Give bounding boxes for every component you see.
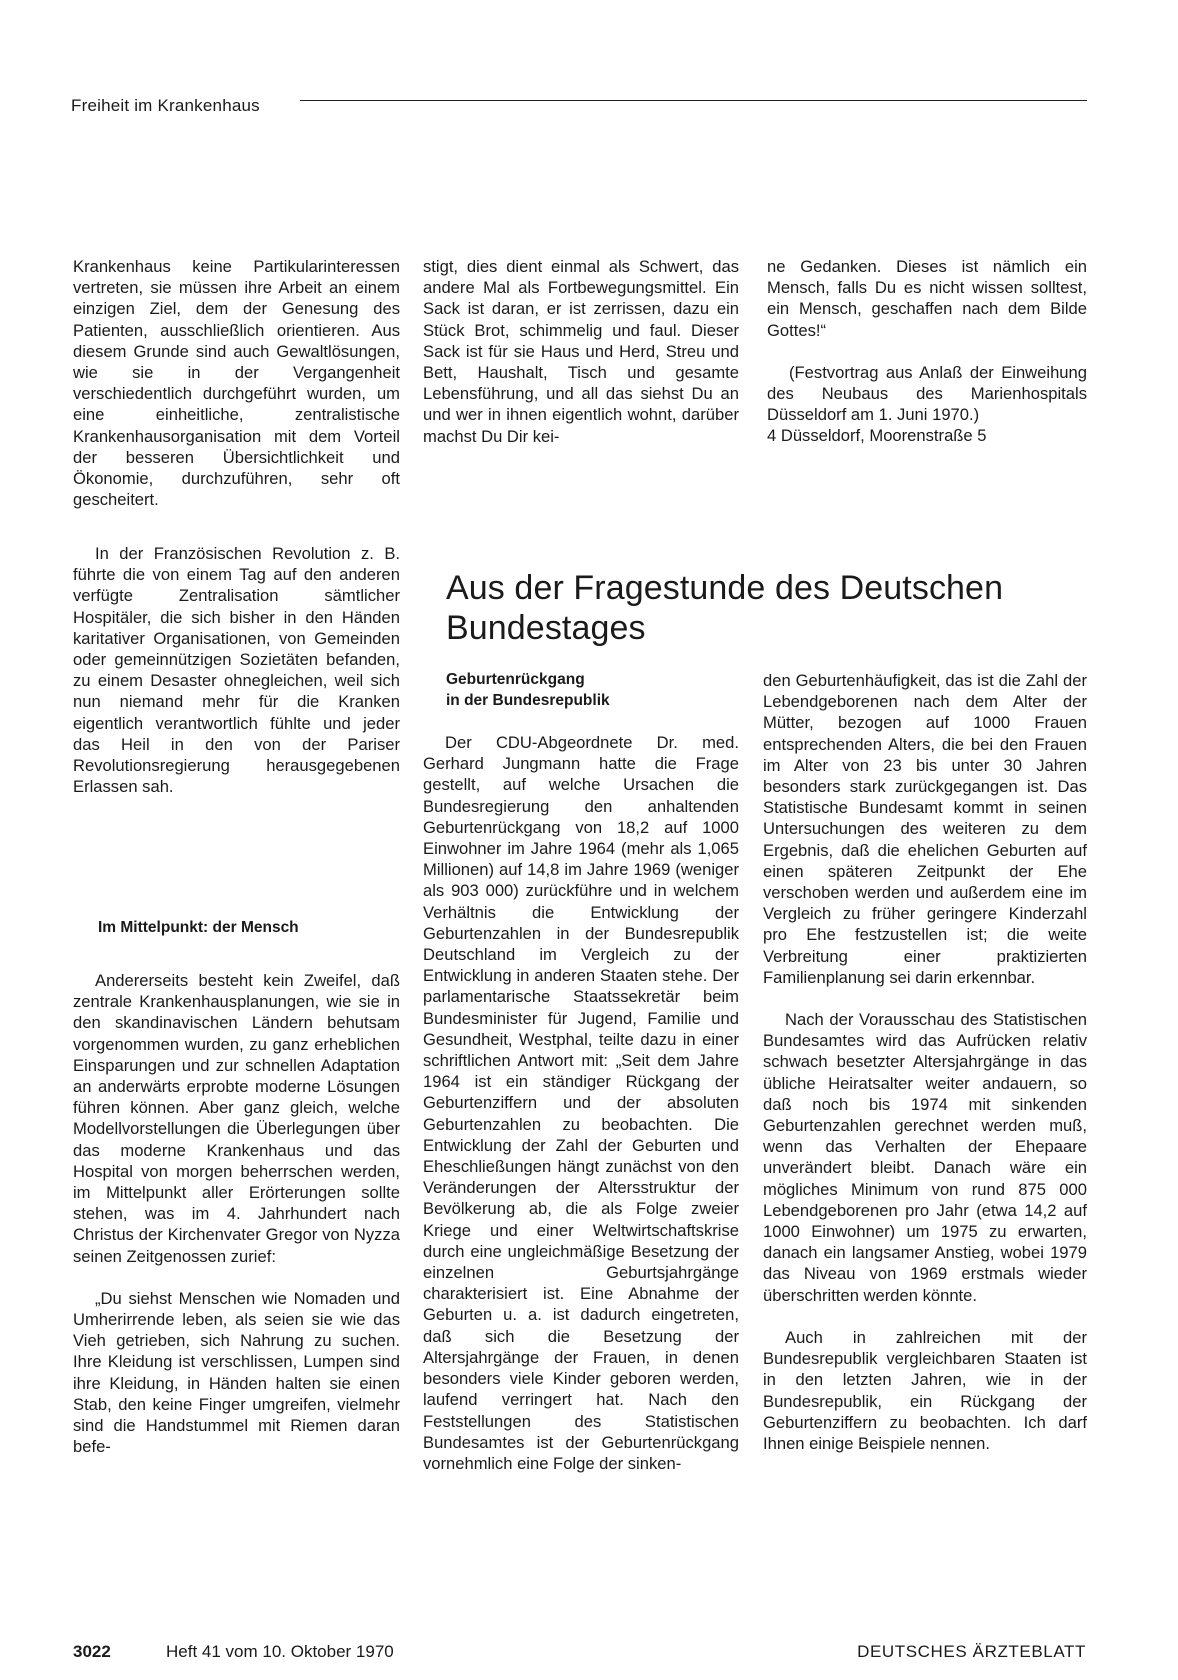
header-rule bbox=[300, 100, 1087, 101]
issue-info: Heft 41 vom 10. Oktober 1970 bbox=[166, 1642, 394, 1661]
article-title: Aus der Fragestunde des Deutschen Bundestages bbox=[446, 569, 1004, 647]
paragraph: Der CDU-Abgeordnete Dr. med. Gerhard Jungmann hatte die Frage gestellt, auf welche Ursachen die Bundesregierung den anhaltenden Geburtenrückgang von 18,2 auf 1000 Einwohner im Jahre 1964 (mehr als 1,065 Millionen) auf 14,8 im Jahre 1969 (weniger als 903 000) zurückführe und in welchem Verhältnis die Entwicklung der Geburtenzahlen in der Bundesrepublik Deutschland im Vergleich zu der Entwicklung in anderen Staaten stehe. Der parlamentarische Staatssekretär beim Bundesminister für Jugend, Familie und Gesundheit, Westphal, teilte dazu in einer schriftlichen Antwort mit: „Seit dem Jahre 1964 ist ein ständiger Rückgang der Geburtenziffern und der absoluten Geburtenzahlen zu beobachten. Die Entwicklung der Zahl der Geburten und Eheschließungen hängt zunächst von den Veränderungen der Altersstruktur der Bevölkerung ab, die als Folge zweier Kriege und einer Weltwirtschaftskrise durch eine ungleichmäßige Besetzung der einzelnen Geburtsjahrgänge charakterisiert ist. Eine Abnahme der Geburten u. a. ist dadurch eingetreten, daß sich die Besetzung der Altersjahrgänge der Frauen, in denen besonders viele Kinder geboren werden, laufend verringert hat. Nach den Feststellungen des Statistischen Bundesamtes ist der Geburtenrückgang vornehmlich eine Folge der sinken- bbox=[423, 733, 739, 1473]
section-heading: Im Mittelpunkt: der Mensch bbox=[98, 919, 299, 936]
column-1-continued bbox=[73, 543, 400, 797]
author-address: 4 Düsseldorf, Moorenstraße 5 bbox=[767, 426, 987, 446]
column-2-top bbox=[423, 256, 739, 447]
column-1-lower bbox=[73, 970, 400, 1457]
paragraph: Nach der Vorausschau des Statistischen Bundesamtes wird das Aufrücken relativ schwach besetzter Altersjahrgänge in das übliche Heiratsalter weiter andauern, so daß noch bis 1974 mit sinkenden Geburtenzahlen gerechnet werden muß, wenn das Verhalten der Ehepaare unverändert bleibt. Danach wäre ein mögliches Minimum von rund 875 000 Lebendgeborenen pro Jahr (etwa 14,2 auf 1000 Einwohner) um 1975 zu erwarten, danach ein langsamer Anstieg, wobei 1979 das Niveau von 1969 erstmals wieder überschritten werden könnte. bbox=[763, 1010, 1087, 1305]
paragraph: ne Gedanken. Dieses ist nämlich ein Mensch, falls Du es nicht wissen solltest, ein Mensch, geschaffen nach dem Bilde Gottes!“ bbox=[767, 257, 1087, 340]
article-subheading bbox=[446, 669, 610, 711]
quote-paragraph: „Du siehst Menschen wie Nomaden und Umherirrende leben, als seien sie wie das Vieh getrieben, sich Nahrung zu suchen. Ihre Kleidung ist verschlissen, Lumpen sind ihre Kleidung, in Händen halten sie einen Stab, den keine Finger umgreifen, vielmehr sind die Handstummel mit Riemen daran befe- bbox=[73, 1288, 400, 1457]
subheading-line: Geburtenrückgang bbox=[446, 671, 585, 688]
paragraph: In der Französischen Revolution z. B. führte die von einem Tag auf den anderen verfügte Zentralisation sämtlicher Hospitäler, die sich bisher in den Händen karitativer Organisationen, von Gemeinden oder gemeinnützigen Sozietäten befanden, zu einem Desaster ohnegleichen, weil sich nun niemand mehr für die Kranken eigentlich verantwortlich fühlte und jeder das Heil in den von der Pariser Revolutionsregierung herausgegebenen Erlassen sah. bbox=[73, 544, 400, 797]
paragraph: Auch in zahlreichen mit der Bundesrepublik vergleichbaren Staaten ist in den letzten Jahren, wie in der Bundesrepublik, ein Rückgang der Geburtenziffern zu beobachten. Ich darf Ihnen einige Beispiele nennen. bbox=[763, 1327, 1087, 1453]
running-title: Freiheit im Krankenhaus bbox=[71, 96, 260, 115]
paragraph: stigt, dies dient einmal als Schwert, das andere Mal als Fortbewegungsmittel. Ein Sack ist daran, er ist zerrissen, dazu ein Stück Brot, schimmelig und faul. Dieser Sack ist für sie Haus und Herd, Streu und Bett, Haushalt, Tisch und gesamte Lebensführung, und all das siehst Du an und wer in ihnen eigentlich wohnt, darüber machst Du Dir kei- bbox=[423, 257, 739, 446]
journal-name: DEUTSCHES ÄRZTEBLATT bbox=[857, 1642, 1086, 1661]
paragraph: Andererseits besteht kein Zweifel, daß zentrale Krankenhausplanungen, wie sie in den skandinavischen Ländern behutsam vorgenommen wurden, zu ganz erheblichen Einsparungen und zur schnellen Adaptation an anderwärts erprobte moderne Lösungen führen können. Aber ganz gleich, welche Modellvorstellungen die Überlegungen über das moderne Krankenhaus und das Hospital von morgen beherrschen werden, im Mittelpunkt aller Erörterungen sollte stehen, was im 4. Jahrhundert nach Christus der Kirchenvater Gregor von Nyzza seinen Zeitgenossen zurief: bbox=[73, 971, 400, 1266]
source-note: (Festvortrag aus Anlaß der Einweihung des Neubaus des Marienhospitals Düsseldorf am 1. Juni 1970.) bbox=[767, 362, 1087, 425]
article-column-3 bbox=[763, 670, 1087, 1454]
page-number: 3022 bbox=[73, 1642, 111, 1661]
paragraph: Krankenhaus keine Partikularinteressen vertreten, sie müssen ihre Arbeit an einem einzigen Ziel, dem der Genesung des Patienten, ausschließlich orientieren. Aus diesem Grunde sind auch Gewaltlösungen, wie sie in der Vergangenheit verschiedentlich durchgeführt wurden, um eine einheitliche, zentralistische Krankenhausorganisation mit dem Vorteil der besseren Übersichtlichkeit und Ökonomie, durchzuführen, sehr oft gescheitert. bbox=[73, 257, 400, 510]
article-column-2 bbox=[423, 732, 739, 1474]
paragraph: den Geburtenhäufigkeit, das ist die Zahl der Lebendgeborenen nach dem Alter der Mütter, bezogen auf 1000 Frauen entsprechenden Alters, die bei den Frauen im Alter von 23 bis unter 30 Jahren besonders stark zurückgegangen ist. Das Statistische Bundesamt kommt in seinen Untersuchungen des weiteren zu dem Ergebnis, daß die ehelichen Geburten auf einen späteren Zeitpunkt der Ehe verschoben werden und außerdem eine im Vergleich zu früher geringere Kinderzahl pro Ehe festzustellen ist; die weite Verbreitung einer praktizierten Familienplanung sei darin erkennbar. bbox=[763, 671, 1087, 987]
column-3-top bbox=[767, 256, 1087, 447]
subheading-line: in der Bundesrepublik bbox=[446, 692, 610, 709]
column-1 bbox=[73, 256, 400, 510]
